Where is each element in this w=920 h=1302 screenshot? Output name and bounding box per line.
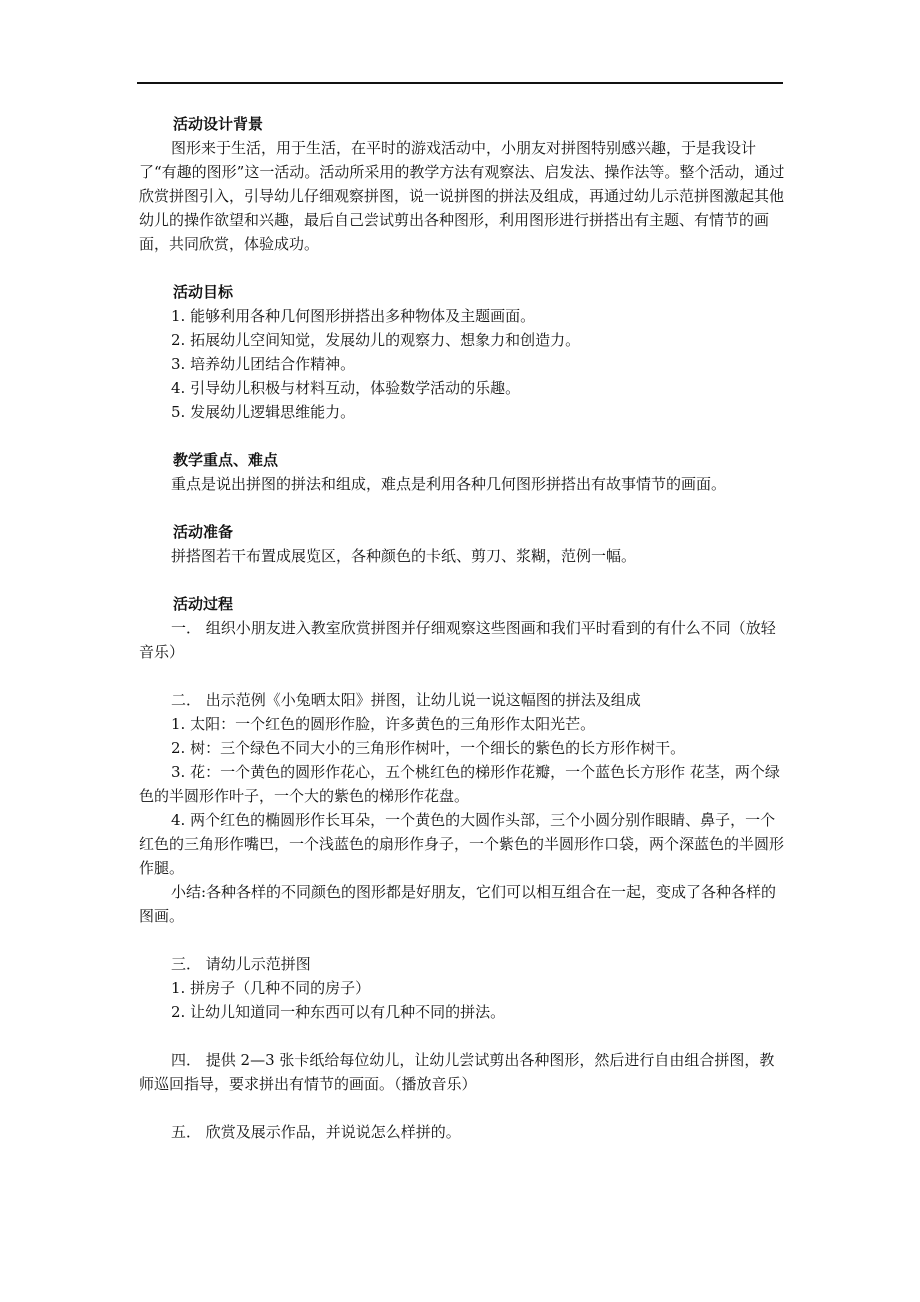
header-rule (137, 82, 783, 84)
step-2-item: 1. 太阳：一个红色的圆形作脸，许多黄色的三角形作太阳光芒。 (171, 715, 596, 733)
background-paragraph: 图形来于生活，用于生活，在平时的游戏活动中，小朋友对拼图特别感兴趣，于是我设计了“有趣的图形”这一活动。活动所采用的教学方法有观察法、启发法、操作法等。整个活动，通过欣赏拼图引入，引导幼儿仔细观察拼图，说一说拼图的拼法及组成，再通过幼儿示范拼图激起其他幼儿的操作欲望和兴趣，最后自己尝试剪出各种图形，利用图形进行拼搭出有主题、有情节的画面，共同欣赏，体验成功。 (139, 139, 785, 253)
process-step-1: 一． 组织小朋友进入教室欣赏拼图并仔细观察这些图画和我们平时看到的有什么不同（放轻音乐） (139, 619, 776, 661)
section-heading-key-points: 教学重点、难点 (173, 451, 279, 469)
step-2-item: 3. 花：一个黄色的圆形作花心，五个桃红色的梯形作花瓣，一个蓝色长方形作 花茎，两个绿色的半圆形作叶子，一个大的紫色的梯形作花盘。 (139, 763, 780, 805)
goal-item: 5. 发展幼儿逻辑思维能力。 (171, 403, 356, 421)
goal-item: 4. 引导幼儿积极与材料互动，体验数学活动的乐趣。 (171, 379, 521, 397)
summary-text: 小结:各种各样的不同颜色的图形都是好朋友，它们可以相互组合在一起，变成了各种各样的图画。 (139, 883, 777, 925)
section-heading-preparation: 活动准备 (173, 523, 234, 541)
section-heading-goals: 活动目标 (173, 283, 234, 301)
key-points-text: 重点是说出拼图的拼法和组成，难点是利用各种几何图形拼搭出有故事情节的画面。 (171, 475, 727, 493)
process-step-2: 二． 出示范例《小兔晒太阳》拼图，让幼儿说一说这幅图的拼法及组成 (171, 691, 641, 709)
document-body (139, 112, 785, 1144)
process-step-3: 三． 请幼儿示范拼图 (171, 955, 311, 973)
goal-item: 1. 能够利用各种几何图形拼搭出多种物体及主题画面。 (171, 307, 536, 325)
step-2-item: 4. 两个红色的椭圆形作长耳朵，一个黄色的大圆作头部，三个小圆分别作眼睛、鼻子，一个红色的三角形作嘴巴，一个浅蓝色的扇形作身子，一个紫色的半圆形作口袋，两个深蓝色的半圆形作腿。 (139, 811, 785, 877)
process-step-4: 四． 提供 2—3 张卡纸给每位幼儿，让幼儿尝试剪出各种图形，然后进行自由组合拼图，教师巡回指导，要求拼出有情节的画面。（播放音乐） (139, 1051, 775, 1093)
section-heading-process: 活动过程 (173, 595, 234, 613)
goal-item: 2. 拓展幼儿空间知觉，发展幼儿的观察力、想象力和创造力。 (171, 331, 581, 349)
section-heading-background: 活动设计背景 (173, 115, 264, 133)
preparation-text: 拼搭图若干布置成展览区，各种颜色的卡纸、剪刀、浆糊，范例一幅。 (171, 547, 637, 565)
process-step-5: 五． 欣赏及展示作品，并说说怎么样拼的。 (171, 1123, 461, 1141)
step-2-item: 2. 树：三个绿色不同大小的三角形作树叶，一个细长的紫色的长方形作树干。 (171, 739, 686, 757)
goal-item: 3. 培养幼儿团结合作精神。 (171, 355, 356, 373)
step-3-item: 2. 让幼儿知道同一种东西可以有几种不同的拼法。 (171, 1003, 506, 1021)
step-3-item: 1. 拼房子（几种不同的房子） (171, 979, 371, 997)
